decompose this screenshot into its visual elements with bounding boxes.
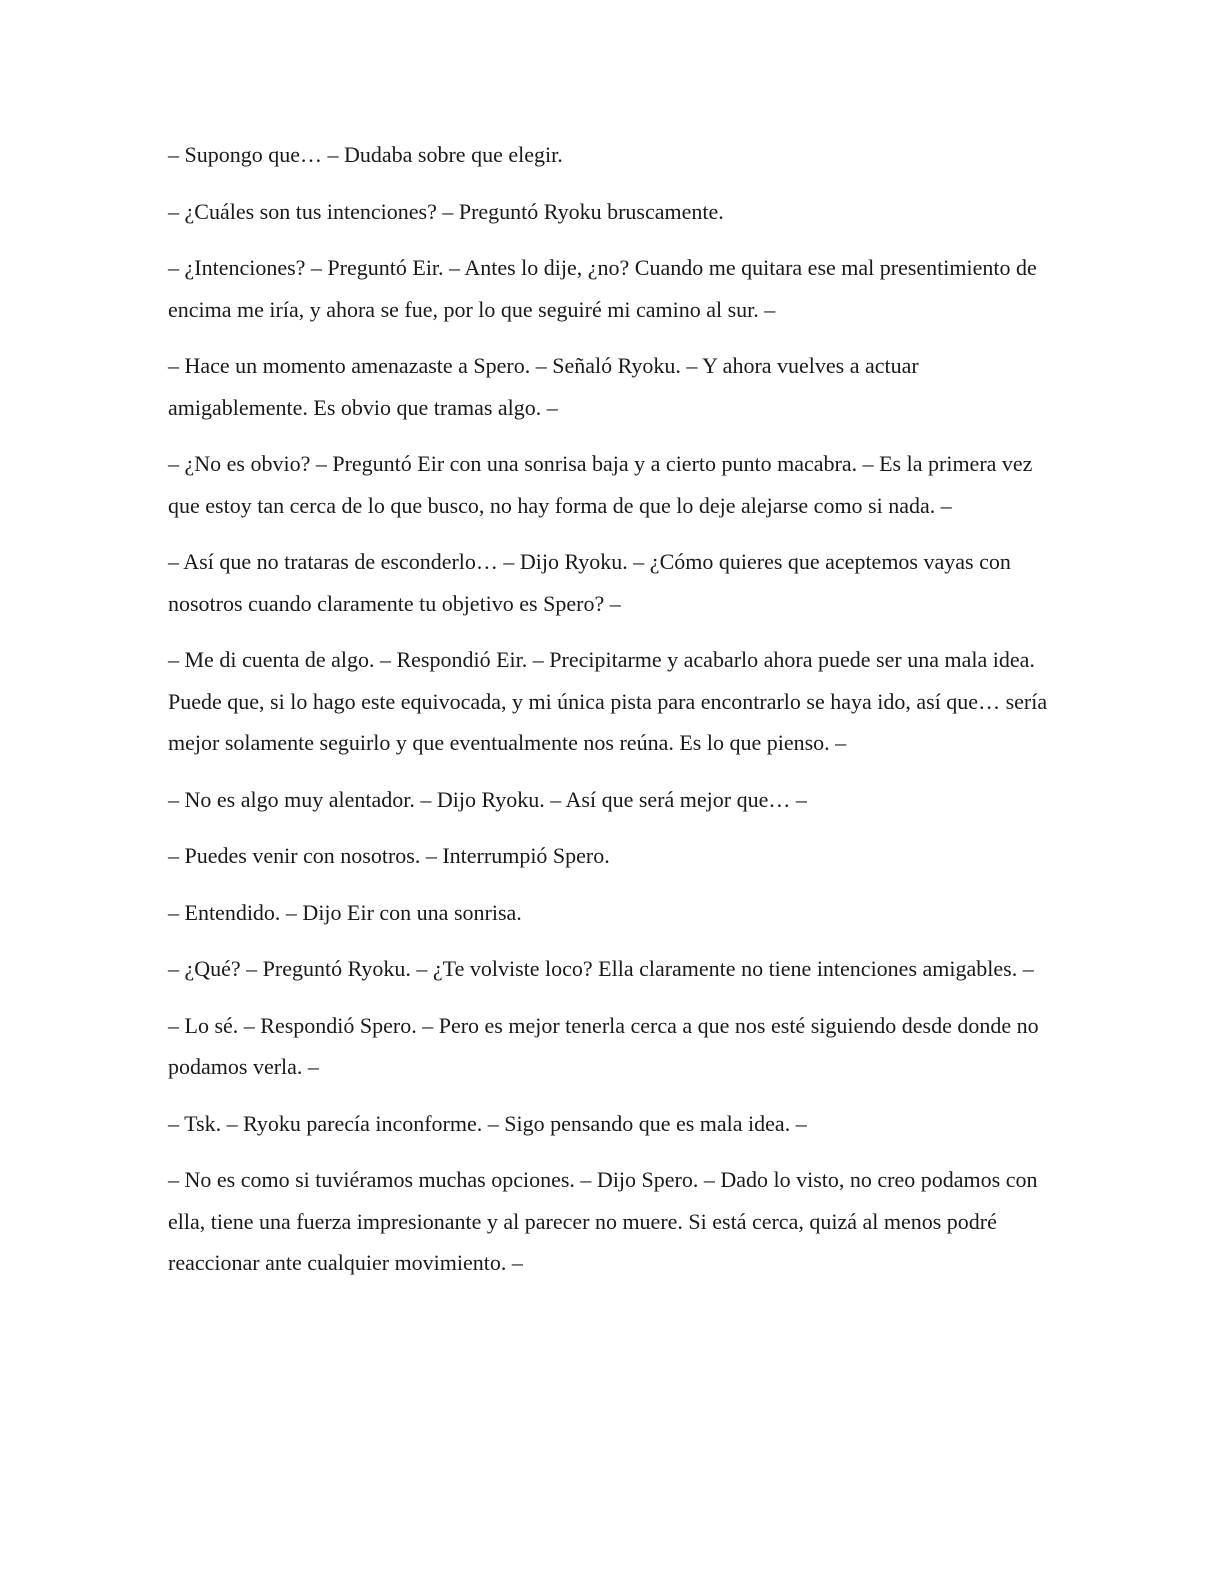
paragraph-4: – Hace un momento amenazaste a Spero. – Señaló Ryoku. – Y ahora vuelves a actuar amigablemente. Es obvio que tramas algo. – xyxy=(168,353,919,420)
paragraph-2: – ¿Cuáles son tus intenciones? – Preguntó Ryoku bruscamente. xyxy=(168,198,724,224)
document-body xyxy=(168,134,1048,1299)
paragraph-9: – Puedes venir con nosotros. – Interrumpió Spero. xyxy=(168,843,610,868)
paragraph-3: – ¿Intenciones? – Preguntó Eir. – Antes lo dije, ¿no? Cuando me quitara ese mal presentimiento de encima me iría, y ahora se fue, por lo que seguiré mi camino al sur. – xyxy=(168,255,1037,322)
paragraph-14: – No es como si tuviéramos muchas opciones. – Dijo Spero. – Dado lo visto, no creo podamos con ella, tiene una fuerza impresionante y al parecer no muere. Si está cerca, quizá al menos podré reaccionar ante cualquier movimiento. – xyxy=(168,1167,1038,1275)
paragraph-8: – No es algo muy alentador. – Dijo Ryoku. – Así que será mejor que… – xyxy=(168,786,807,812)
paragraph-7: – Me di cuenta de algo. – Respondió Eir. – Precipitarme y acabarlo ahora puede ser una mala idea. Puede que, si lo hago este equivocada, y mi única pista para encontrarlo se haya ido, así que… sería mejor solamente seguirlo y que eventualmente nos reúna. Es lo que pienso. – xyxy=(168,647,1048,755)
paragraph-1: – Supongo que… – Dudaba sobre que elegir. xyxy=(168,142,563,167)
paragraph-11: – ¿Qué? – Preguntó Ryoku. – ¿Te volviste loco? Ella claramente no tiene intenciones amigables. – xyxy=(168,956,1034,981)
paragraph-10: – Entendido. – Dijo Eir con una sonrisa. xyxy=(168,899,522,925)
paragraph-12: – Lo sé. – Respondió Spero. – Pero es mejor tenerla cerca a que nos esté siguiendo desde donde no podamos verla. – xyxy=(168,1012,1039,1079)
paragraph-6: – Así que no trataras de esconderlo… – Dijo Ryoku. – ¿Cómo quieres que aceptemos vayas con nosotros cuando claramente tu objetivo es Spero? – xyxy=(168,549,1011,616)
paragraph-5: – ¿No es obvio? – Preguntó Eir con una sonrisa baja y a cierto punto macabra. – Es la primera vez que estoy tan cerca de lo que busco, no hay forma de que lo deje alejarse como si nada. – xyxy=(168,451,1033,518)
paragraph-13: – Tsk. – Ryoku parecía inconforme. – Sigo pensando que es mala idea. – xyxy=(168,1110,807,1136)
